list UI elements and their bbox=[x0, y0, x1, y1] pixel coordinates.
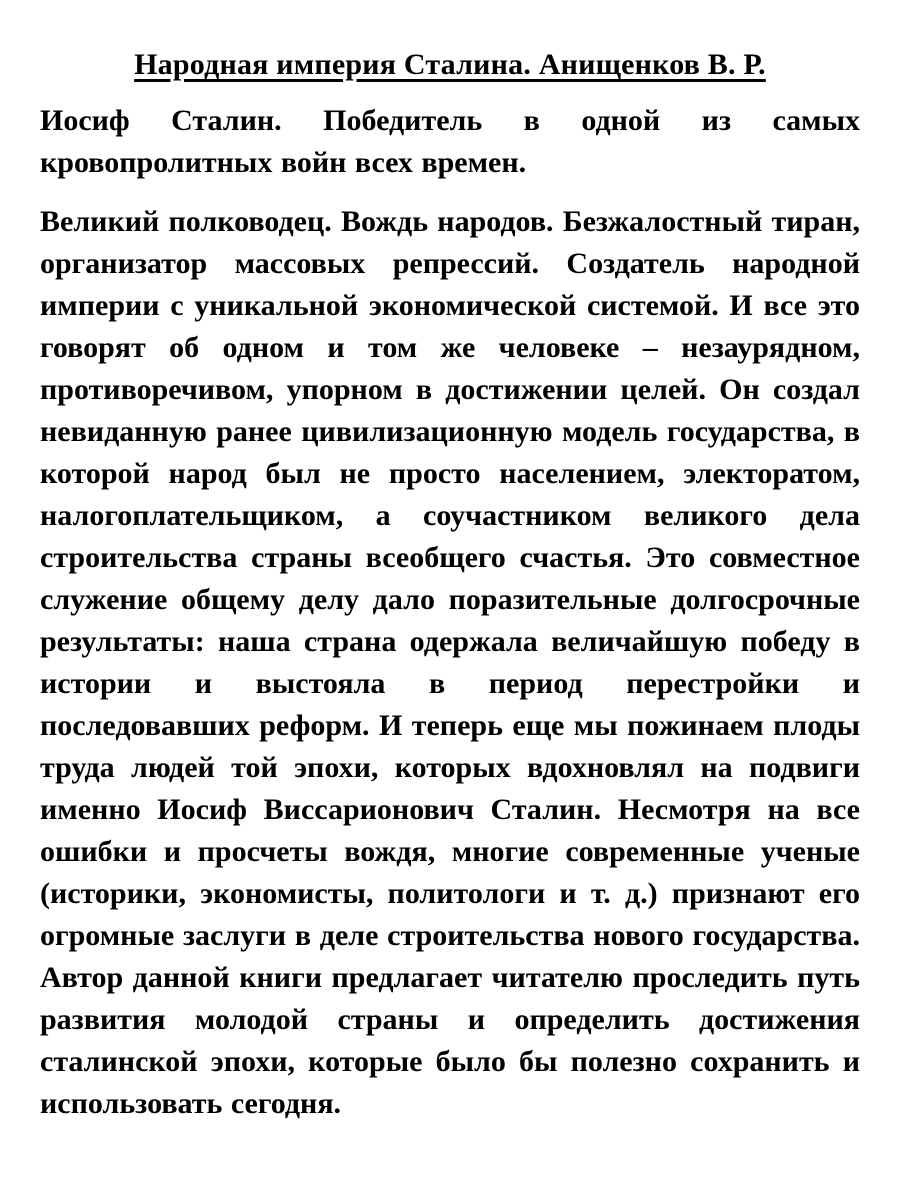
document-title: Народная империя Сталина. Анищенков В. Р. bbox=[134, 48, 766, 81]
paragraph-annotation: Великий полководец. Вождь народов. Безжалостный тиран, организатор массовых репрессий. Создатель народной империи с уникальной экономической системой. И все это говорят об одном и том же человеке – незаурядном, противоречивом, упорном в достижении целей. Он создал невиданную ранее цивилизационную модель государства, в которой народ был не просто населением, электоратом, налогоплательщиком, а соучастником великого дела строительства страны всеобщего счастья. Это совместное служение общему делу дало поразительные долгосрочные результаты: наша страна одержала величайшую победу в истории и выстояла в период перестройки и последовавших реформ. И теперь еще мы пожинаем плоды труда людей той эпохи, которых вдохновлял на подвиги именно Иосиф Виссарионович Сталин. Несмотря на все ошибки и просчеты вождя, многие современные ученые (историки, экономисты, политологи и т. д.) признают его огромные заслуги в деле строительства нового государства. Автор данной книги предлагает читателю проследить путь развития молодой страны и определить достижения сталинской эпохи, которые было бы полезно сохранить и использовать сегодня. bbox=[40, 205, 860, 1120]
paragraph-intro: Иосиф Сталин. Победитель в одной из самых кровопролитных войн всех времен. bbox=[40, 104, 860, 179]
